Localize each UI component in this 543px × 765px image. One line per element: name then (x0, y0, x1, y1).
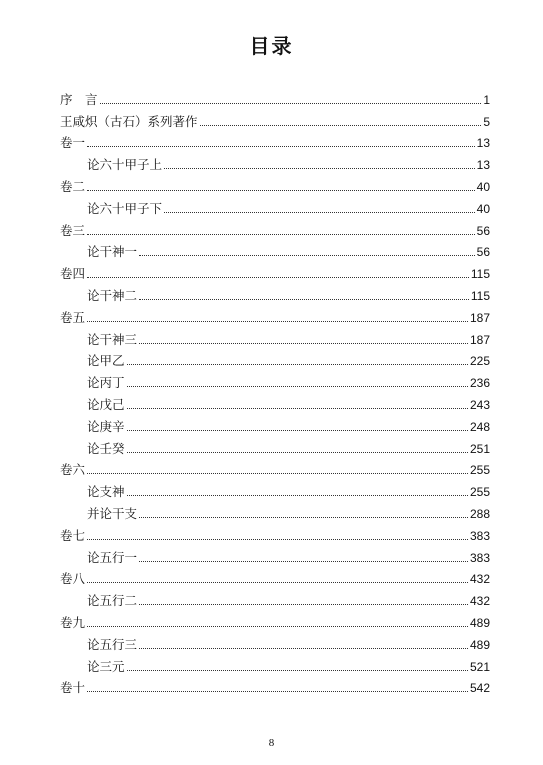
dot-leader (127, 407, 468, 409)
toc-entry-page: 489 (469, 637, 490, 652)
toc-entry-label: 卷三 (60, 222, 86, 238)
page-title: 目录 (249, 34, 294, 58)
toc-entry-page: 255 (469, 463, 490, 478)
toc-entry-label: 论支神 (87, 484, 125, 500)
toc-entry-label: 卷一 (60, 135, 86, 151)
toc-subentry[interactable] (60, 586, 490, 608)
toc-entry-page: 489 (469, 615, 490, 630)
dot-leader (87, 233, 475, 235)
toc-entry-label: 并论干支 (87, 505, 138, 521)
toc-entry-label: 论壬癸 (87, 440, 125, 456)
toc-entry-label: 论干神一 (87, 244, 138, 260)
toc-entry-label: 论干神三 (87, 331, 138, 347)
toc-entry-page: 40 (476, 179, 490, 194)
toc-entry[interactable] (60, 129, 490, 151)
toc-subentry[interactable] (60, 499, 490, 521)
toc-subentry[interactable] (60, 652, 490, 674)
toc-entry-page: 1 (483, 92, 490, 107)
dot-leader (139, 560, 468, 562)
toc-subentry[interactable] (60, 194, 490, 216)
toc-subentry[interactable] (60, 477, 490, 499)
toc-entry[interactable] (60, 172, 490, 194)
dot-leader (127, 429, 468, 431)
toc-entry-page: 236 (469, 376, 490, 391)
toc-entry-page: 115 (470, 288, 490, 303)
dot-leader (127, 385, 468, 387)
toc-subentry[interactable] (60, 412, 490, 434)
dot-leader (87, 625, 468, 627)
dot-leader (87, 320, 468, 322)
toc-entry-label: 论干神二 (87, 287, 138, 303)
toc-entry-page: 383 (469, 528, 490, 543)
toc-entry-label: 序 言 (60, 91, 98, 107)
toc-entry-label: 论丙丁 (87, 375, 125, 391)
toc-entry-page: 56 (476, 245, 490, 260)
dot-leader (87, 145, 475, 147)
toc-entry-page: 251 (469, 441, 490, 456)
toc-entry-label: 卷四 (60, 266, 86, 282)
toc-subentry[interactable] (60, 347, 490, 369)
toc-subentry[interactable] (60, 543, 490, 565)
dot-leader (87, 189, 475, 191)
dot-leader (87, 538, 468, 540)
dot-leader (127, 363, 468, 365)
dot-leader (164, 211, 475, 213)
toc-entry-page: 225 (469, 354, 490, 369)
table-of-contents (60, 85, 490, 695)
toc-entry-label: 论庚辛 (87, 418, 125, 434)
toc-entry[interactable] (60, 303, 490, 325)
dot-leader (139, 516, 468, 518)
toc-entry-page: 288 (469, 506, 490, 521)
toc-entry-page: 13 (476, 136, 490, 151)
toc-entry-page: 115 (470, 267, 490, 282)
toc-entry-page: 248 (469, 419, 490, 434)
toc-subentry[interactable] (60, 390, 490, 412)
toc-entry-page: 5 (483, 114, 490, 129)
dot-leader (100, 102, 482, 104)
toc-entry-label: 论五行三 (87, 636, 138, 652)
toc-subentry[interactable] (60, 281, 490, 303)
toc-entry[interactable] (60, 456, 490, 478)
toc-entry-page: 243 (469, 397, 490, 412)
toc-entry[interactable] (60, 565, 490, 587)
toc-entry-page: 56 (476, 223, 490, 238)
page-number: 8 (268, 737, 275, 749)
toc-subentry[interactable] (60, 238, 490, 260)
dot-leader (164, 167, 475, 169)
toc-entry-page: 255 (469, 485, 490, 500)
toc-entry-page: 383 (469, 550, 490, 565)
toc-entry-label: 论六十甲子下 (87, 200, 163, 216)
toc-entry-page: 521 (469, 659, 490, 674)
toc-entry-label: 论六十甲子上 (87, 157, 163, 173)
dot-leader (200, 124, 482, 126)
toc-subentry[interactable] (60, 150, 490, 172)
toc-entry-page: 40 (476, 201, 490, 216)
toc-entry-label: 卷五 (60, 309, 86, 325)
toc-entry-label: 论五行二 (87, 593, 138, 609)
toc-entry-page: 542 (469, 681, 490, 696)
toc-subentry[interactable] (60, 368, 490, 390)
toc-entry[interactable] (60, 216, 490, 238)
dot-leader (127, 669, 468, 671)
toc-entry[interactable] (60, 107, 490, 129)
toc-entry[interactable] (60, 259, 490, 281)
dot-leader (139, 342, 468, 344)
dot-leader (87, 472, 468, 474)
dot-leader (87, 581, 468, 583)
toc-entry-page: 187 (469, 332, 490, 347)
toc-entry-label: 卷八 (60, 571, 86, 587)
dot-leader (87, 690, 468, 692)
dot-leader (127, 494, 468, 496)
toc-entry[interactable] (60, 674, 490, 696)
toc-entry[interactable] (60, 521, 490, 543)
toc-entry-page: 432 (469, 594, 490, 609)
toc-entry-label: 王咸炽（古石）系列著作 (60, 113, 198, 129)
dot-leader (127, 451, 468, 453)
dot-leader (139, 647, 468, 649)
toc-entry-label: 论三元 (87, 658, 125, 674)
toc-entry-label: 卷七 (60, 527, 86, 543)
dot-leader (87, 276, 469, 278)
toc-subentry[interactable] (60, 630, 490, 652)
toc-entry[interactable] (60, 85, 490, 107)
toc-entry-label: 卷九 (60, 614, 86, 630)
toc-entry-page: 13 (476, 158, 490, 173)
toc-entry-page: 432 (469, 572, 490, 587)
toc-entry-label: 卷十 (60, 680, 86, 696)
toc-entry-page: 187 (469, 310, 490, 325)
toc-subentry[interactable] (60, 325, 490, 347)
dot-leader (139, 298, 469, 300)
toc-subentry[interactable] (60, 434, 490, 456)
dot-leader (139, 254, 475, 256)
toc-entry-label: 论甲乙 (87, 353, 125, 369)
toc-entry-label: 卷六 (60, 462, 86, 478)
toc-entry-label: 卷二 (60, 178, 86, 194)
toc-entry[interactable] (60, 608, 490, 630)
toc-entry-label: 论戊己 (87, 396, 125, 412)
toc-entry-label: 论五行一 (87, 549, 138, 565)
dot-leader (139, 603, 468, 605)
